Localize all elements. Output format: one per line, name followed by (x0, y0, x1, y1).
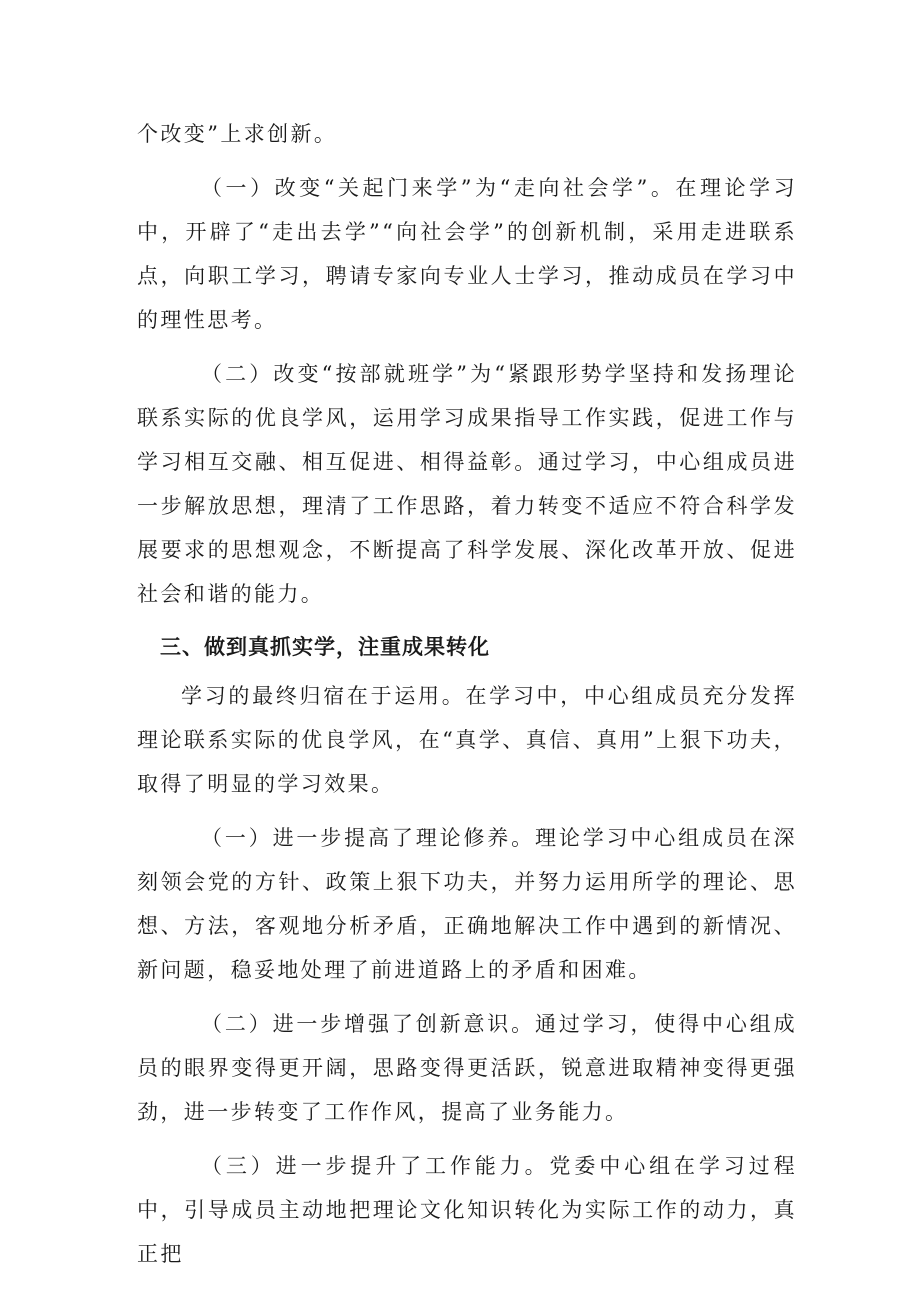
paragraph-section2-item2: （二）改变“按部就班学”为“紧跟形势学坚持和发扬理论联系实际的优良学风，运用学习成果指导工作实践，促进工作与学习相互交融、相互促进、相得益彰。通过学习，中心组成员进一步解放思想，理清了工作思路，着力转变不适应不符合科学发展要求的思想观念，不断提高了科学发展、深化改革开放、促进社会和谐的能力。 (137, 362, 797, 606)
document-body (137, 112, 797, 1286)
paragraph-section2-item1: （一）改变“关起门来学”为“走向社会学”。在理论学习中，开辟了“走出去学”“向社会学”的创新机制，采用走进联系点，向职工学习，聘请专家向专业人士学习，推动成员在学习中的理性思考。 (137, 176, 797, 332)
paragraph-section3-item1: （一）进一步提高了理论修养。理论学习中心组成员在深刻领会党的方针、政策上狠下功夫，并努力运用所学的理论、思想、方法，客观地分析矛盾，正确地解决工作中遇到的新情况、新问题，稳妥地处理了前进道路上的矛盾和困难。 (137, 826, 797, 982)
section-heading-3: 三、做到真抓实学，注重成果转化 (160, 635, 490, 659)
paragraph-section3-intro: 学习的最终归宿在于运用。在学习中，中心组成员充分发挥理论联系实际的优良学风，在“真学、真信、真用”上狠下功夫，取得了明显的学习效果。 (137, 684, 797, 796)
paragraph-continuation: 个改变”上求创新。 (137, 122, 338, 146)
paragraph-section3-item2: （二）进一步增强了创新意识。通过学习，使得中心组成员的眼界变得更开阔，思路变得更活跃，锐意进取精神变得更强劲，进一步转变了工作作风，提高了业务能力。 (137, 1012, 797, 1124)
paragraph-section3-item3: （三）进一步提升了工作能力。党委中心组在学习过程中，引导成员主动地把理论文化知识转化为实际工作的动力，真正把 (137, 1154, 797, 1266)
